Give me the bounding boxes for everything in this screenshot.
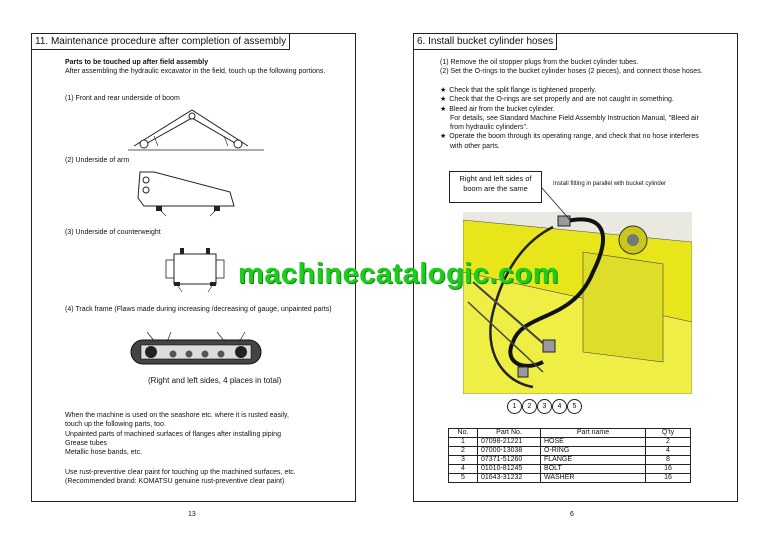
cell-part-no: 07098-21221 xyxy=(478,438,541,447)
table-header-row xyxy=(449,429,691,438)
cell-qty: 4 xyxy=(646,447,691,456)
track-caption: (Right and left sides, 4 places in total) xyxy=(148,376,282,385)
note-line: Use rust-preventive clear paint for touching up the machined surfaces, etc. xyxy=(65,469,296,476)
cell-part-name: FLANGE xyxy=(541,456,646,465)
cell-qty: 8 xyxy=(646,456,691,465)
ref-circle-4: 4 xyxy=(552,399,567,414)
cell-part-no: 01010-81245 xyxy=(478,465,541,474)
col-no: No. xyxy=(449,429,478,438)
check-line: ★ Check that the O-rings are set properly and are not caught in something. xyxy=(440,95,699,104)
check-line-cont: with other parts. xyxy=(450,142,500,150)
bleed-detail: For details, see Standard Machine Field Assembly Instruction Manual, "Bleed air xyxy=(450,114,699,122)
callout-leader xyxy=(540,186,580,226)
callout-line: Right and left sides of xyxy=(459,174,532,183)
table-row xyxy=(449,465,691,474)
install-steps xyxy=(440,58,703,77)
cell-part-no: 07371-51260 xyxy=(478,456,541,465)
callout-line: boom are the same xyxy=(463,184,528,193)
cell-qty: 2 xyxy=(646,438,691,447)
left-page-title: 11. Maintenance procedure after completion of assembly xyxy=(32,34,290,50)
col-part-no: Part No. xyxy=(478,429,541,438)
step-line: (2) Set the O-rings to the bucket cylinder hoses (2 pieces), and connect those hoses. xyxy=(440,68,703,76)
seashore-notes xyxy=(65,411,289,457)
cell-part-name: HOSE xyxy=(541,438,646,447)
boom-diagram xyxy=(128,106,268,152)
paint-notes xyxy=(65,468,296,487)
table-row xyxy=(449,438,691,447)
table-row xyxy=(449,447,691,456)
note-line: When the machine is used on the seashore etc. where it is rusted easily, xyxy=(65,412,289,419)
cell-no: 2 xyxy=(449,447,478,456)
note-line: touch up the following parts, too. xyxy=(65,421,166,429)
table-row xyxy=(449,456,691,465)
table-row xyxy=(449,474,691,483)
touch-up-intro: After assembling the hydraulic excavator in the field, touch up the following portions. xyxy=(65,68,326,75)
cell-qty: 16 xyxy=(646,474,691,483)
item-counterweight: (3) Underside of counterweight xyxy=(65,229,161,236)
check-line: ★ Check that the split flange is tightened properly. xyxy=(440,86,699,95)
cell-part-no: 07000-13038 xyxy=(478,447,541,456)
note-line: Grease tubes xyxy=(65,439,108,447)
cell-part-name: BOLT xyxy=(541,465,646,474)
item-arm: (2) Underside of arm xyxy=(65,157,130,164)
track-frame-diagram xyxy=(127,330,267,370)
hose-installation-photo xyxy=(463,212,692,394)
counterweight-diagram xyxy=(160,246,230,294)
note-line: Unpainted parts of machined surfaces of flanges after installing piping xyxy=(65,430,281,438)
arm-diagram xyxy=(130,168,240,218)
watermark: machinecatalogic.com xyxy=(238,258,560,290)
item-track-frame: (4) Track frame (Flaws made during increasing /decreasing of gauge, unpainted parts) xyxy=(65,306,332,313)
check-list xyxy=(440,86,699,151)
note-line: (Recommended brand: KOMATSU genuine rust-preventive clear paint) xyxy=(65,478,285,486)
left-page-number: 13 xyxy=(188,511,196,518)
cell-part-name: WASHER xyxy=(541,474,646,483)
ref-circle-3: 3 xyxy=(537,399,552,414)
item-boom: (1) Front and rear underside of boom xyxy=(65,95,180,102)
ref-circle-2: 2 xyxy=(522,399,537,414)
bleed-detail: from hydraulic cylinders". xyxy=(450,124,528,132)
col-qty: Q'ty xyxy=(646,429,691,438)
step-line: (1) Remove the oil stopper plugs from the bucket cylinder tubes. xyxy=(440,59,639,66)
left-right-callout xyxy=(449,171,542,203)
parts-table xyxy=(448,428,691,483)
fitting-note: Install fitting in parallel with bucket cylinder xyxy=(553,181,667,187)
note-line: Metallic hose bands, etc. xyxy=(65,449,143,457)
cell-no: 4 xyxy=(449,465,478,474)
cell-qty: 16 xyxy=(646,465,691,474)
cell-part-no: 01643-31232 xyxy=(478,474,541,483)
cell-part-name: O-RING xyxy=(541,447,646,456)
cell-no: 1 xyxy=(449,438,478,447)
right-page-number: 6 xyxy=(570,511,574,518)
ref-circle-5: 5 xyxy=(567,399,582,414)
check-line: ★ Operate the boom through its operating range, and check that no hose interferes xyxy=(440,132,699,141)
touch-up-heading: Parts to be touched up after field assembly xyxy=(65,59,209,66)
col-part-name: Part name xyxy=(541,429,646,438)
right-page-title: 6. Install bucket cylinder hoses xyxy=(414,34,557,50)
cell-no: 5 xyxy=(449,474,478,483)
check-line: ★ Bleed air from the bucket cylinder. xyxy=(440,105,699,114)
ref-circle-1: 1 xyxy=(507,399,522,414)
cell-no: 3 xyxy=(449,456,478,465)
